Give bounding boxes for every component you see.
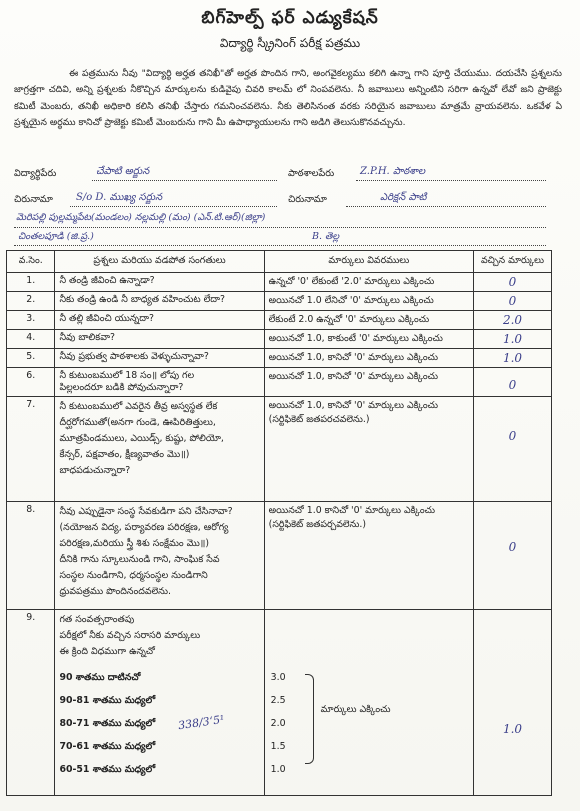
table-row bbox=[7, 610, 552, 796]
table-row bbox=[7, 349, 552, 368]
document-subtitle: విద్యార్థి స్క్రీనింగ్ పరీక్ష పత్రము bbox=[219, 36, 361, 50]
row-mark-cell[interactable] bbox=[473, 368, 551, 397]
question-line: నీ కుటుంబములో ఎవరైన తీవ్ర అస్వస్థత లేక bbox=[59, 401, 218, 412]
row-mark-value: 0 bbox=[508, 294, 517, 308]
address-line-4-value: చింతలపూడి (జి.ప్ర.) bbox=[18, 231, 94, 242]
address-line-4 bbox=[14, 245, 546, 246]
question-line: నీవు ప్రభుత్వ పాఠశాలకు వెళ్ళుచున్నావా? bbox=[59, 351, 209, 362]
criteria-line: (సర్టిఫికెట్ జతపర్చవలెను.) bbox=[268, 519, 366, 530]
question-line: దీనికి గాను స్కూలునుండి గాని, సాంఘిక సేవ bbox=[59, 554, 220, 565]
header-criteria: మార్కులు వివరములు bbox=[264, 251, 473, 273]
row-mark-value: 1.0 bbox=[502, 722, 523, 736]
criteria-line: అయినచో 1.0, కాకుంటే '0' మార్కులు ఎక్కించు bbox=[268, 333, 443, 344]
row-criteria bbox=[264, 368, 473, 397]
grade-range: 80-71 శాతము మధ్యలో bbox=[59, 718, 156, 729]
criteria-line: అయినచో 1.0, కానిచో '0' మార్కులు ఎక్కించు bbox=[268, 400, 438, 411]
table-row bbox=[7, 292, 552, 311]
row-mark-value: 0 bbox=[508, 429, 517, 443]
criteria-line: అయినచో 1.0, కానిచో '0' మార్కులు ఎక్కించు bbox=[268, 352, 438, 363]
grade-score: 3.0 bbox=[270, 672, 286, 683]
address-label: చిరునామా bbox=[14, 194, 53, 205]
address2-line bbox=[346, 206, 546, 207]
question-line: కేన్సర్, పక్షవాతం, క్షీణ్యవాతం మొ॥) bbox=[59, 449, 190, 460]
row-mark-cell[interactable] bbox=[473, 397, 551, 502]
school-value: Z.P.H. పాఠశాల bbox=[360, 166, 426, 177]
row-number: 7. bbox=[7, 397, 55, 502]
header-question: ప్రశ్నలు మరియు వడపోత సంగతులు bbox=[55, 251, 264, 273]
grade-score: 1.0 bbox=[270, 764, 286, 775]
row-question bbox=[55, 330, 264, 349]
row-mark-cell[interactable] bbox=[473, 502, 551, 610]
address-line-4b-value: B. తెల్ల bbox=[312, 231, 340, 242]
row-criteria bbox=[264, 273, 473, 292]
criteria-line: లేకుంటే 2.0 ఉన్నచో '0' మార్కులు ఎక్కించు bbox=[268, 314, 430, 325]
question-line: పిల్లలందరూ బడికి పోవుచున్నారా? bbox=[59, 382, 184, 393]
row-number: 6. bbox=[7, 368, 55, 397]
student-name-label: విద్యార్థిపేరు bbox=[14, 168, 57, 179]
grade-scores bbox=[269, 666, 469, 781]
address-value: S/o D. ముఖ్య సర్జున bbox=[76, 192, 163, 203]
intro-paragraph: ఈ పత్రమును నీవు "విద్యార్థి అర్హత తనిఖీ"తో అర్హత పొందిన గాని, అంగవైకల్యము కలిగి ఉన్నా గాని పూర్తి చేయుము. దయచేసి ప్రశ్నలను జాగ్రత్తగా చదివి, అన్ని ప్రశ్నలకు నీకొచ్చిన మార్కులను కుడివైపు చివరి కాలమ్ లో నింపవలెను. నీ జవాబులు అన్నింటిని సరిగా ఉన్నవో లేవో జని ప్రాజెక్టు కమిటీ మెంబరు, తనిఖీ అధికారి కలిసి తనిఖీ చేస్తారు గమనించవలెను. నీకు తెలిసినంత వరకు సరియైన జవాబులు మాత్రమే వ్రాయవలెను. ఒకవేళ ఏ ప్రశ్నయైన అర్థము కానిచో ప్రాజెక్టు కమిటీ మెంబరును గాని మీ ఉపాధ్యాయులను గాని అడిగి తెలుసుకొనవచ్చును. bbox=[14, 68, 562, 129]
school-line bbox=[356, 180, 546, 181]
address-line-3-value: మెరిపల్లి పుల్లమ్మపేట(మండలం) నల్లమల్లి (మం) (ఎన్.టి.ఆర్)(జిల్లా) bbox=[16, 212, 266, 223]
address-line-3 bbox=[14, 227, 546, 228]
table-row bbox=[7, 311, 552, 330]
question-line: దీర్ఘరోగముతో(అనగా గుండె, ఊపిరితిత్తులు, bbox=[59, 417, 216, 428]
row-question bbox=[55, 610, 264, 796]
grade-range: 90 శాతము దాటినచో bbox=[59, 672, 141, 683]
row-criteria bbox=[264, 311, 473, 330]
row-number: 3. bbox=[7, 311, 55, 330]
address-line bbox=[70, 206, 277, 207]
grade-score: 1.5 bbox=[270, 741, 286, 752]
criteria-line: ఉన్నచో '0' లేకుంటే '2.0' మార్కులు ఎక్కించు bbox=[268, 276, 435, 287]
row-mark-cell[interactable] bbox=[473, 273, 551, 292]
question-line: సంస్థల నుండిగాని, ధర్మసంస్థల నుండిగాని bbox=[59, 570, 208, 581]
row-criteria bbox=[264, 349, 473, 368]
row-question bbox=[55, 397, 264, 502]
address2-label: చిరునామా bbox=[288, 194, 327, 205]
question-line: పరిరక్షణ,మరియు స్త్రీ శిశు సంక్షేమం మొ॥) bbox=[59, 538, 210, 549]
question-line: గత సంవత్సరాంతపు bbox=[59, 614, 135, 625]
student-name-line bbox=[92, 180, 277, 181]
row-mark-value: 1.0 bbox=[502, 332, 523, 346]
table-row bbox=[7, 502, 552, 610]
question-line: నీవు ఎప్పుడైనా సంస్థ సేవకుడిగా పని చేసినావా? bbox=[59, 506, 233, 517]
row-mark-cell[interactable] bbox=[473, 610, 551, 796]
table-row bbox=[7, 397, 552, 502]
row-mark-value: 0 bbox=[508, 275, 517, 289]
row-question bbox=[55, 502, 264, 610]
row-question bbox=[55, 311, 264, 330]
student-name-value: చేపాటి అర్జున bbox=[96, 166, 150, 177]
question-line: పరీక్షలో నీకు వచ్చిన సరాసరి మార్కులు bbox=[59, 630, 201, 641]
row-number: 4. bbox=[7, 330, 55, 349]
screening-table bbox=[6, 250, 552, 796]
header-marks: వచ్చిన మార్కులు bbox=[473, 251, 551, 273]
question-line: నీ తండ్రి జీవించి ఉన్నాడా? bbox=[59, 275, 155, 286]
row-criteria bbox=[264, 610, 473, 796]
criteria-line: అయినచో 1.0 లేనిచో '0' మార్కులు ఎక్కించు bbox=[268, 295, 434, 306]
question-line: (నయోజన విద్య, పర్యావరణ పరిరక్షణ, ఆరోగ్య bbox=[59, 522, 229, 533]
row-criteria bbox=[264, 330, 473, 349]
table-header-row bbox=[7, 251, 552, 273]
row-criteria bbox=[264, 292, 473, 311]
row-number: 2. bbox=[7, 292, 55, 311]
row-number: 9. bbox=[7, 610, 55, 796]
row-mark-cell[interactable] bbox=[473, 330, 551, 349]
row-mark-value: 0 bbox=[508, 378, 517, 392]
criteria-line: (సర్టిఫికెట్ జతపరచవలెను.) bbox=[268, 414, 370, 425]
grade-range: 70-61 శాతము మధ్యలో bbox=[59, 741, 156, 752]
row-question bbox=[55, 349, 264, 368]
header-no: వ.సెం. bbox=[7, 251, 55, 273]
row-question bbox=[55, 368, 264, 397]
table-row bbox=[7, 368, 552, 397]
criteria-line: అయినచో 1.0, కానిచో '0' మార్కులు ఎక్కించు bbox=[268, 371, 438, 382]
question-line: ఈ క్రింది విధముగా ఉన్నచో bbox=[59, 646, 155, 657]
document-title: బిగ్‌హెల్ప్ ఫర్ ఎడ్యుకేషన్ bbox=[201, 8, 379, 28]
row-criteria bbox=[264, 397, 473, 502]
row-number: 8. bbox=[7, 502, 55, 610]
question-line: మూత్రపిండములు, ఎయిడ్స్, కుష్టు, పోలియో, bbox=[59, 433, 224, 444]
school-label: పాఠశాలపేరు bbox=[288, 168, 335, 179]
row-criteria bbox=[264, 502, 473, 610]
grade-range: 90-81 శాతము మధ్యలో bbox=[59, 695, 156, 706]
row-question bbox=[55, 292, 264, 311]
question-line: నీ కుటుంబములో 18 సం॥ లోపు గల bbox=[59, 370, 195, 381]
row-mark-cell[interactable] bbox=[473, 349, 551, 368]
row-mark-cell[interactable] bbox=[473, 311, 551, 330]
row-mark-value: 2.0 bbox=[502, 313, 523, 327]
row-number: 5. bbox=[7, 349, 55, 368]
row-question bbox=[55, 273, 264, 292]
row-number: 1. bbox=[7, 273, 55, 292]
table-row bbox=[7, 273, 552, 292]
grade-range: 60-51 శాతము మధ్యలో bbox=[59, 764, 156, 775]
criteria-line: అయినచో 1.0 కానిచో '0' మార్కులు ఎక్కించు bbox=[268, 505, 435, 516]
row-mark-value: 0 bbox=[508, 540, 517, 554]
question-line: నీవు బాలికవా? bbox=[59, 332, 116, 343]
grade-bracket-label: మార్కులు ఎక్కించు bbox=[320, 704, 391, 715]
row-mark-value: 1.0 bbox=[502, 351, 523, 365]
grade-score: 2.0 bbox=[270, 718, 286, 729]
examiner-signature: 338/3ʻ5¹ bbox=[177, 712, 226, 733]
grade-ranges bbox=[59, 666, 259, 781]
question-line: నీ తల్లి జీవించి యున్నదా? bbox=[59, 313, 155, 324]
question-line: బాధపడుచున్నారా? bbox=[59, 465, 131, 476]
question-line: ధ్రువపత్రము పొందినందవలెను. bbox=[59, 586, 171, 597]
grade-score: 2.5 bbox=[270, 695, 286, 706]
grade-bracket bbox=[305, 674, 314, 764]
question-line: నీకు తండ్రి ఉండి నీ బాధ్యత వహించుట లేదా? bbox=[59, 294, 225, 305]
table-row bbox=[7, 330, 552, 349]
address2-value: ఎరిక్షన్ పాటి bbox=[380, 192, 427, 203]
row-mark-cell[interactable] bbox=[473, 292, 551, 311]
